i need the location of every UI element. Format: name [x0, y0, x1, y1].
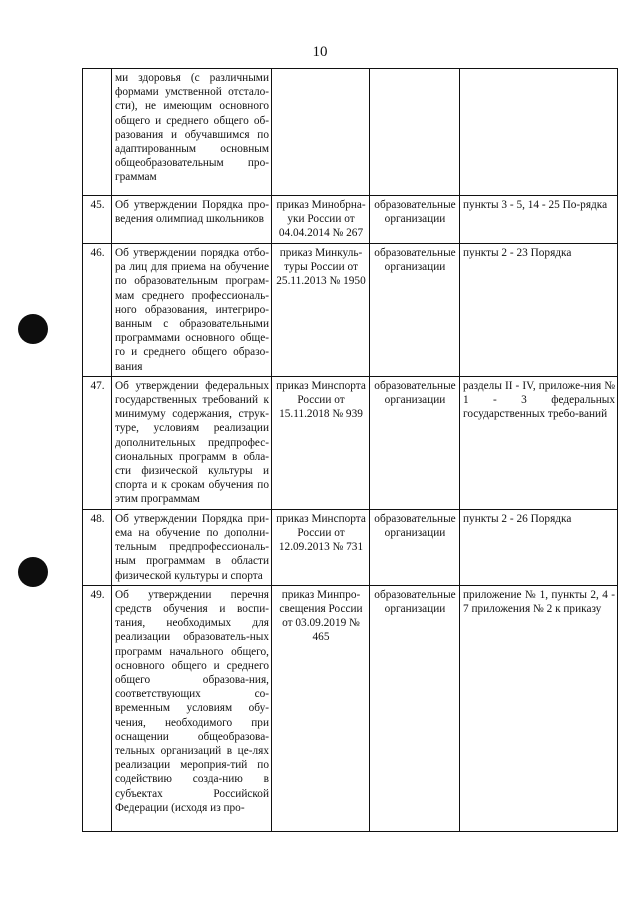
act-details: приказ Минспорта России от 15.11.2018 № 939 [272, 376, 370, 509]
obligated-subjects: образовательные организации [370, 196, 460, 244]
obligated-subjects: образовательные организации [370, 376, 460, 509]
table-row [83, 69, 618, 196]
table-row [83, 585, 618, 831]
table-row [83, 376, 618, 509]
page-number: 10 [312, 44, 328, 60]
mandatory-requirements [460, 69, 618, 196]
act-details: приказ Минкуль-туры России от 25.11.2013 № 1950 [272, 244, 370, 377]
act-details: приказ Минспорта России от 12.09.2013 № 731 [272, 509, 370, 585]
act-name: ми здоровья (с различными формами умственной отстало-сти), не имеющим основного общего и среднего общего об-разования и обучавшимся по адаптированным основным общеобразовательным про-граммам [112, 69, 272, 196]
act-name: Об утверждении перечня средств обучения и воспи-тания, необходимых для реализации образователь-ных программ начального общего, основного общего и среднего общего образова-ния, соответствующих со-временным условиям обу-чения, необходимого при оснащении общеобразова-тельных организаций в це-лях реализации мероприя-тий по содействию созда-нию в субъектах Российской Федерации (исходя из про- [112, 585, 272, 831]
mandatory-requirements: пункты 3 - 5, 14 - 25 По-рядка [460, 196, 618, 244]
act-name: Об утверждении порядка отбо-ра лиц для приема на обучение по образовательным програм-мам среднего профессиональ-ного образования, интегриро-ванным с образовательными программами основного обще-го и среднего общего образо-вания [112, 244, 272, 377]
row-number: 47. [83, 376, 112, 509]
mandatory-requirements: пункты 2 - 23 Порядка [460, 244, 618, 377]
act-name: Об утверждении Порядка при-ема на обучение по дополни-тельным предпрофессиональ-ным программам в области физической культуры и спорта [112, 509, 272, 585]
table-row [83, 244, 618, 377]
act-details [272, 69, 370, 196]
row-number: 49. [83, 585, 112, 831]
table-row [83, 196, 618, 244]
obligated-subjects: образовательные организации [370, 585, 460, 831]
mandatory-requirements: пункты 2 - 26 Порядка [460, 509, 618, 585]
punch-hole-upper [18, 314, 48, 344]
obligated-subjects: образовательные организации [370, 509, 460, 585]
act-name: Об утверждении федеральных государственных требований к минимуму содержания, струк-туре, условиям реализации дополнительных предпрофес-сиональных программ в обла-сти физической культуры и спорта и к срокам обучения по этим программам [112, 376, 272, 509]
obligated-subjects [370, 69, 460, 196]
act-details: приказ Минобрна-уки России от 04.04.2014 № 267 [272, 196, 370, 244]
table-row [83, 509, 618, 585]
obligated-subjects: образовательные организации [370, 244, 460, 377]
row-number: 48. [83, 509, 112, 585]
act-details: приказ Минпро-свещения России от 03.09.2019 № 465 [272, 585, 370, 831]
row-number: 46. [83, 244, 112, 377]
row-number [83, 69, 112, 196]
punch-hole-lower [18, 557, 48, 587]
row-number: 45. [83, 196, 112, 244]
mandatory-requirements: приложение № 1, пункты 2, 4 - 7 приложения № 2 к приказу [460, 585, 618, 831]
mandatory-requirements: разделы II - IV, приложе-ния № 1 - 3 федеральных государственных требо-ваний [460, 376, 618, 509]
requirements-table [82, 68, 618, 832]
act-name: Об утверждении Порядка про-ведения олимпиад школьников [112, 196, 272, 244]
